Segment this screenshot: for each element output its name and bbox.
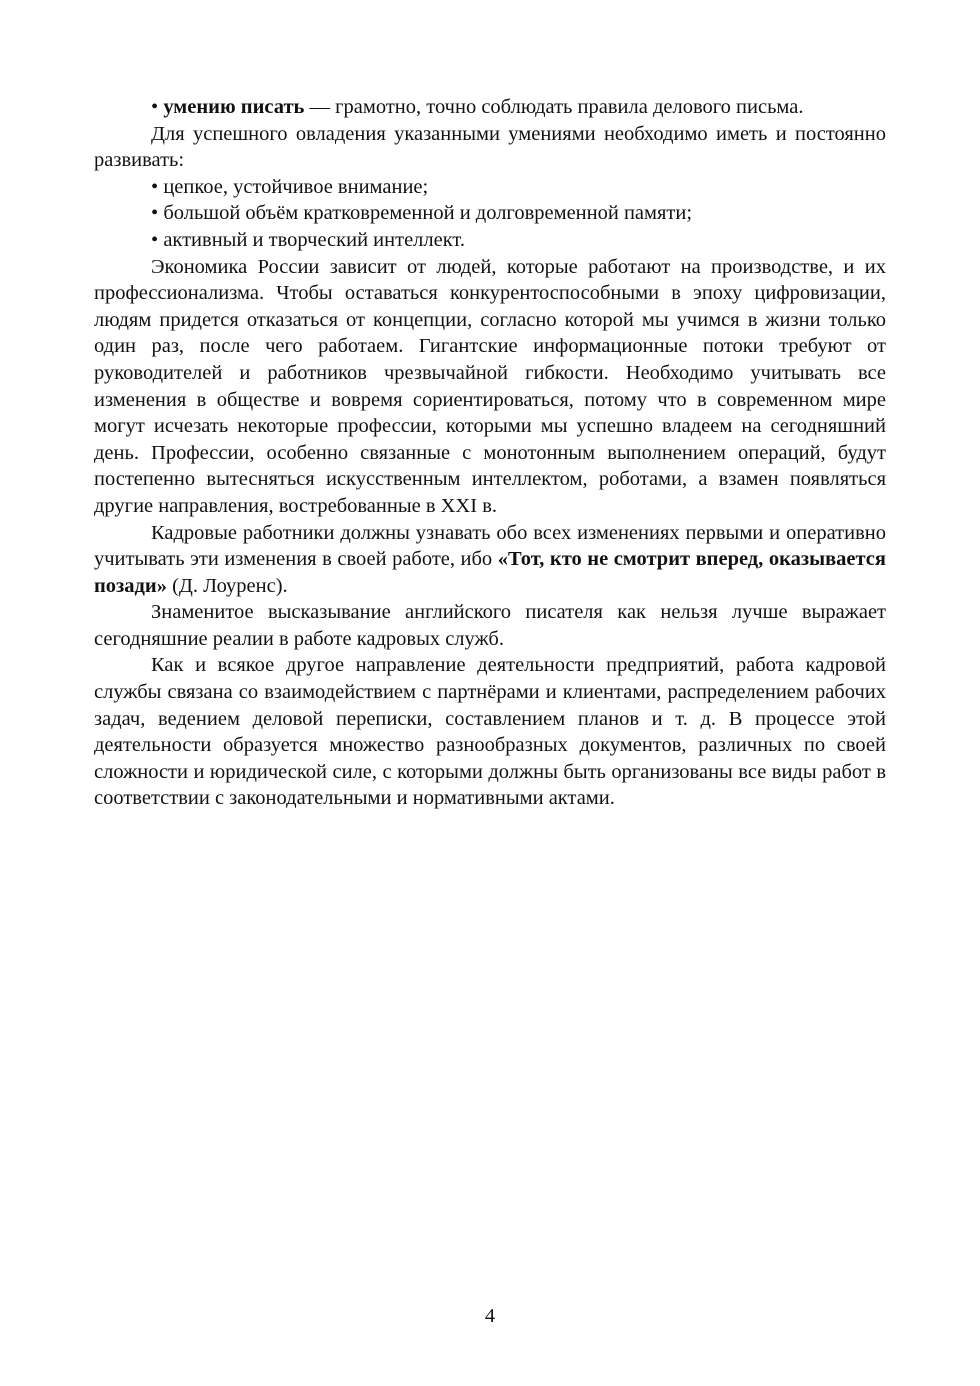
bullet-item-intellect	[94, 227, 886, 254]
paragraph-economy: Экономика России зависит от людей, которые работают на производстве, и их профессионализма. Чтобы оставаться конкурентоспособными в эпоху цифровизации, людям придется отказаться от концепции, согласно которой мы учимся в жизни только один раз, после чего работаем. Гигантские информационные потоки требуют от руководителей и работников чрезвычайной гибкости. Необходимо учитывать все изменения в обществе и вовремя сориентироваться, потому что в современном мире могут исчезать некоторые профессии, которыми мы успешно владеем на сегодняшний день. Профессии, особенно связанные с монотонным выполнением операций, будут постепенно вытесняться искусственным интеллектом, роботами, а взамен появляться другие направления, востребованные в XXI в.	[94, 255, 886, 517]
paragraph-documents: Как и всякое другое направление деятельности предприятий, работа кадровой службы связана со взаимодействием с партнёрами и клиентами, распределением рабочих задач, ведением деловой переписки, составлением планов и т. д. В процессе этой деятельности образуется множество разнообразных документов, различных по своей сложности и юридической силе, с которыми должны быть организованы все виды работ в соответствии с законодательными и нормативными актами.	[94, 654, 886, 810]
bullet-text: активный и творческий интеллект.	[163, 228, 465, 251]
bullet-marker: •	[151, 175, 159, 198]
paragraph-hr-workers	[94, 520, 886, 600]
bullet-text: большой объём кратковременной и долговременной памяти;	[163, 202, 693, 225]
page-body	[94, 94, 886, 812]
bullet-text: цепкое, устойчивое внимание;	[163, 175, 429, 198]
bullet-description: — грамотно, точно соблюдать правила делового письма.	[304, 96, 804, 118]
bullet-marker: •	[151, 96, 159, 118]
paragraph-quote-comment: Знаменитое высказывание английского писателя как нельзя лучше выражает сегодняшние реалии в работе кадровых служб.	[94, 601, 886, 650]
bullet-term: умению писать	[163, 96, 305, 118]
bullet-item-attention	[94, 174, 886, 201]
bullet-marker: •	[151, 202, 159, 225]
bullet-marker: •	[151, 228, 159, 251]
hr-quote: «Тот, кто не смотрит вперед, оказывается позади»	[94, 548, 886, 597]
bullet-writing-skill	[94, 94, 886, 121]
hr-text-after: (Д. Лоуренс).	[166, 574, 288, 597]
hr-text-before: Кадровые работники должны узнавать обо всех изменениях первыми и оперативно учитывать эти изменения в своей работе, ибо	[94, 521, 886, 571]
bullet-item-memory	[94, 200, 886, 227]
paragraph-skills-intro: Для успешного овладения указанными умениями необходимо иметь и постоянно развивать:	[94, 122, 886, 172]
page-number: 4	[484, 1305, 496, 1327]
